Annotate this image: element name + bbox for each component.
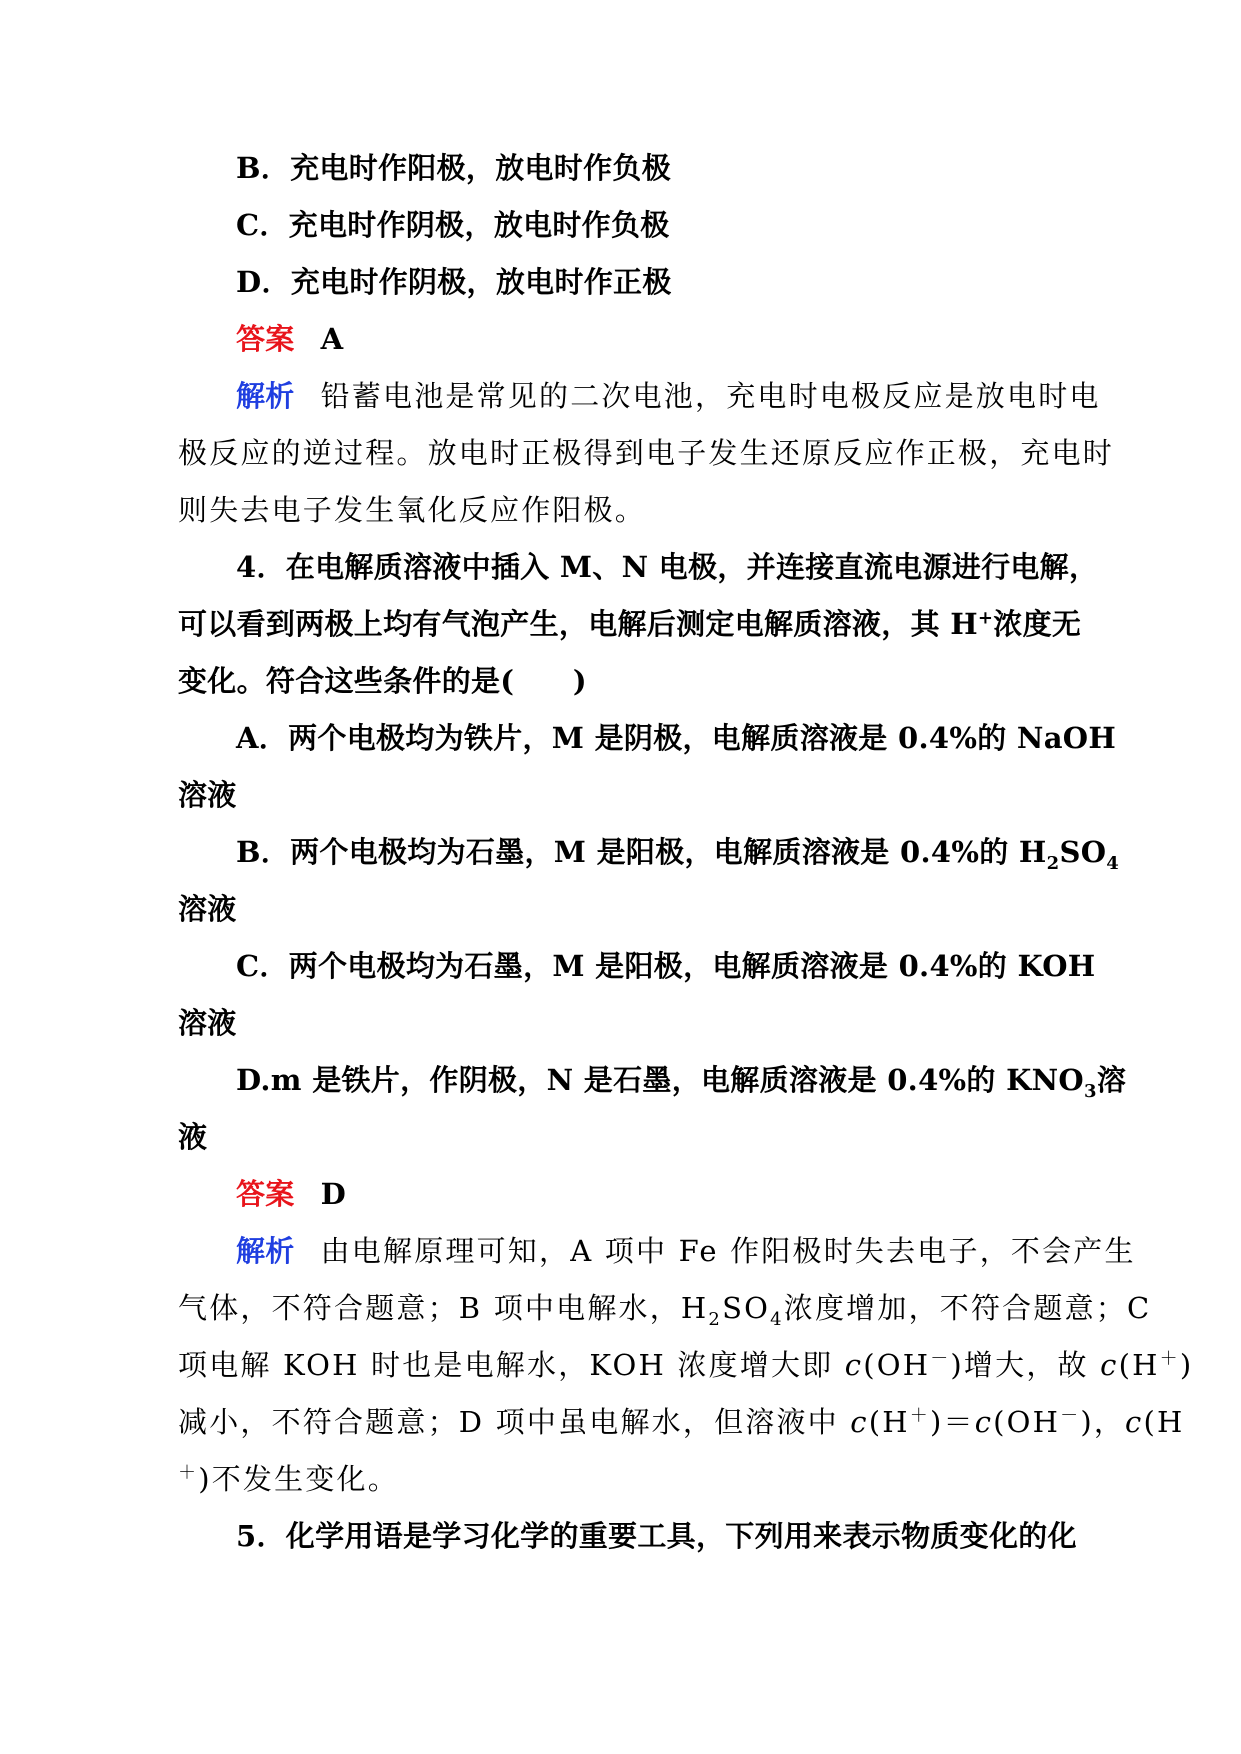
analysis-text: [178, 1348, 1193, 1382]
subscript: 2: [708, 1308, 723, 1330]
analysis-segment: SO: [722, 1291, 771, 1325]
analysis-segment: (H: [1118, 1348, 1160, 1382]
q4-stem-line: [178, 596, 1082, 653]
concentration-symbol: c: [844, 1348, 864, 1382]
q3-analysis-line: [178, 425, 1115, 482]
q4-analysis-line: [178, 1223, 1136, 1280]
superscript: －: [1060, 1405, 1081, 1427]
option-text: B．两个电极均为石墨，M 是阳极，电解质溶液是 0.4%的 H: [236, 835, 1047, 869]
q3-answer: [178, 311, 1063, 368]
answer-value: D: [320, 1177, 347, 1211]
q4-analysis-line: [178, 1280, 1152, 1337]
answer-label: 答案: [236, 322, 295, 356]
q4-option-a: A．两个电极均为铁片，M 是阴极，电解质溶液是 0.4%的 NaOH: [236, 721, 1117, 755]
q4-analysis-line: [178, 1337, 1194, 1394]
option-text: 溶: [1096, 1063, 1127, 1097]
superscript: +: [977, 607, 994, 629]
analysis-segment: 气体，不符合题意；B 项中电解水，H: [178, 1291, 709, 1325]
analysis-segment: 项电解 KOH 时也是电解水，KOH 浓度增大即: [178, 1348, 845, 1382]
option-text: D.m 是铁片，作阴极，N 是石墨，电解质溶液是 0.4%的 KNO: [236, 1063, 1084, 1097]
subscript: 3: [1083, 1080, 1097, 1102]
q3-option-c: C．充电时作阴极，放电时作负极: [236, 208, 670, 242]
q4-option-a-cont: 溶液: [178, 778, 237, 812]
concentration-symbol: c: [974, 1405, 994, 1439]
analysis-label: 解析: [236, 379, 295, 413]
q3-analysis-line: [178, 482, 1063, 539]
stem-text: 浓度无: [993, 607, 1082, 641]
analysis-segment: )不发生变化。: [198, 1462, 399, 1496]
document-page: [178, 140, 1194, 1565]
analysis-segment: )＝: [929, 1405, 975, 1439]
q4-stem-line: 4．在电解质溶液中插入 M、N 电极，并连接直流电源进行电解，: [236, 550, 1099, 584]
analysis-text: [178, 1405, 1185, 1439]
analysis-text: 铅蓄电池是常见的二次电池，充电时电极反应是放电时电: [320, 379, 1101, 413]
superscript: ＋: [1159, 1348, 1180, 1370]
analysis-text: 由电解原理可知，A 项中 Fe 作阳极时失去电子，不会产生: [320, 1234, 1136, 1268]
analysis-text: 则失去电子发生氧化反应作阳极。: [178, 493, 647, 527]
q3-option-d: D．充电时作阴极，放电时作正极: [236, 265, 672, 299]
analysis-text: 极反应的逆过程。放电时正极得到电子发生还原反应作正极，充电时: [178, 436, 1115, 470]
analysis-segment: (H: [1143, 1405, 1185, 1439]
analysis-text: [178, 1462, 399, 1496]
stem-text: 可以看到两极上均有气泡产生，电解后测定电解质溶液，其 H: [178, 607, 978, 641]
analysis-text: [178, 1291, 1152, 1330]
subscript: 2: [1046, 852, 1060, 874]
q4-analysis-line: [178, 1394, 1185, 1451]
subscript: 4: [770, 1308, 784, 1330]
concentration-symbol: c: [1100, 1348, 1119, 1382]
q4-option-d: [178, 1052, 1127, 1109]
q4-analysis-line: [178, 1451, 1063, 1508]
analysis-segment: 浓度增加，不符合题意；C: [783, 1291, 1152, 1325]
analysis-segment: (OH: [993, 1405, 1061, 1439]
superscript: －: [930, 1348, 951, 1370]
q4-answer: [178, 1166, 1063, 1223]
subscript: 4: [1106, 852, 1120, 874]
superscript: ＋: [178, 1462, 199, 1484]
q3-option-b: B．充电时作阳极，放电时作负极: [236, 151, 672, 185]
answer-value: A: [320, 322, 344, 356]
analysis-segment: )，: [1080, 1405, 1126, 1439]
q4-option-b: [178, 824, 1120, 881]
concentration-symbol: c: [850, 1405, 869, 1439]
q3-analysis-line: [178, 368, 1101, 425]
analysis-segment: )增大，故: [950, 1348, 1101, 1382]
q4-option-d-cont: 液: [178, 1120, 208, 1154]
analysis-segment: (OH: [863, 1348, 931, 1382]
analysis-segment: ): [1179, 1348, 1194, 1382]
q4-stem-line: 变化。符合这些条件的是( ): [178, 664, 587, 698]
superscript: ＋: [909, 1405, 930, 1427]
q4-option-c: C．两个电极均为石墨，M 是阳极，电解质溶液是 0.4%的 KOH: [236, 949, 1096, 983]
analysis-label: 解析: [236, 1234, 295, 1268]
q4-option-b-cont: 溶液: [178, 892, 237, 926]
concentration-symbol: c: [1125, 1405, 1144, 1439]
answer-label: 答案: [236, 1177, 295, 1211]
option-text: SO: [1059, 835, 1107, 869]
q5-stem-line: 5．化学用语是学习化学的重要工具，下列用来表示物质变化的化: [236, 1519, 1077, 1553]
analysis-segment: 减小，不符合题意；D 项中虽电解水，但溶液中: [178, 1405, 851, 1439]
q4-option-c-cont: 溶液: [178, 1006, 237, 1040]
analysis-segment: (H: [868, 1405, 910, 1439]
